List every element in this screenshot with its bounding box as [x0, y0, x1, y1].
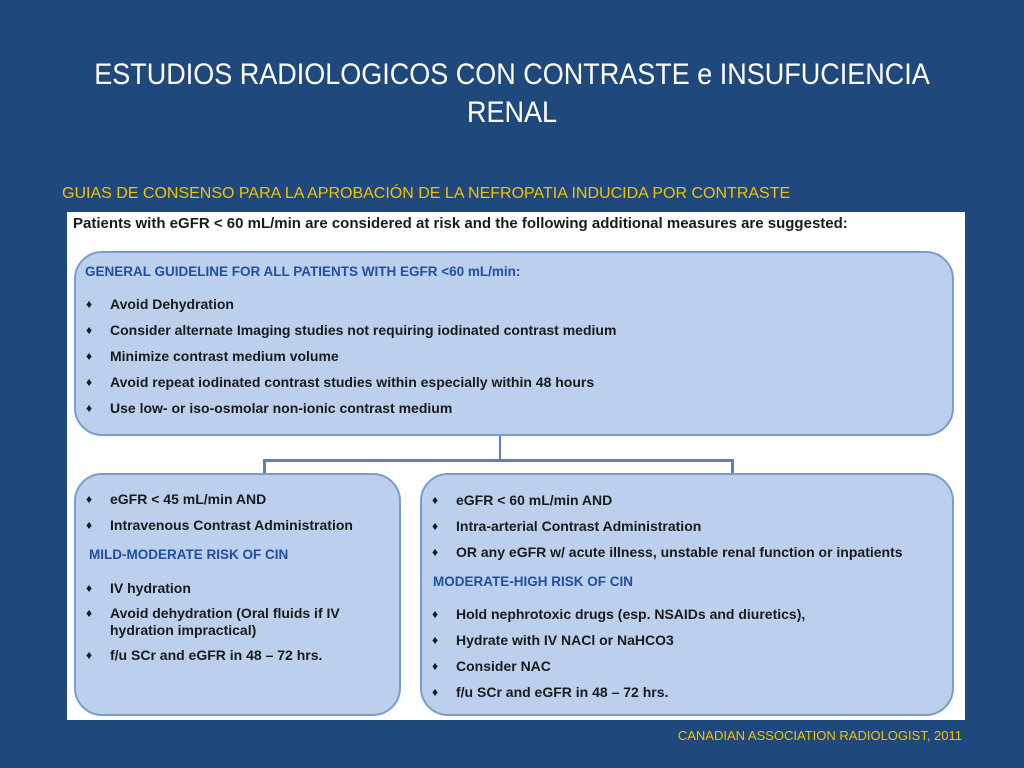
list-item — [80, 322, 940, 339]
diamond-bullet-icon: ♦ — [86, 648, 93, 662]
list-item-text: Intravenous Contrast Administration — [110, 517, 353, 533]
diagram-intro: Patients with eGFR < 60 mL/min are considered at risk and the following additional measures are suggested: — [73, 215, 848, 232]
list-item — [80, 296, 940, 313]
list-item — [426, 606, 946, 623]
diamond-bullet-icon: ♦ — [86, 518, 93, 532]
list-item — [426, 492, 946, 509]
list-item-text: f/u SCr and eGFR in 48 – 72 hrs. — [456, 684, 669, 700]
general-guideline-list — [80, 296, 940, 426]
list-item-text: Consider NAC — [456, 658, 551, 674]
diamond-bullet-icon: ♦ — [86, 606, 93, 620]
list-item — [426, 658, 946, 675]
mild-moderate-risk-heading: MILD-MODERATE RISK OF CIN — [89, 547, 289, 562]
diamond-bullet-icon: ♦ — [432, 607, 439, 621]
list-item-text: Minimize contrast medium volume — [110, 348, 339, 364]
list-item — [426, 632, 946, 649]
list-item-text: Hydrate with IV NACl or NaHCO3 — [456, 632, 674, 648]
moderate-high-risk-box — [420, 473, 954, 716]
list-item-text: Avoid repeat iodinated contrast studies within especially within 48 hours — [110, 374, 595, 390]
list-item-text: Hold nephrotoxic drugs (esp. NSAIDs and diuretics), — [456, 606, 806, 622]
connector-vertical-top — [499, 436, 501, 460]
moderate-high-risk-heading: MODERATE-HIGH RISK OF CIN — [433, 574, 633, 589]
list-item — [80, 348, 940, 365]
list-item-text: Consider alternate Imaging studies not requiring iodinated contrast medium — [110, 322, 617, 338]
diamond-bullet-icon: ♦ — [432, 659, 439, 673]
diamond-bullet-icon: ♦ — [86, 323, 93, 337]
slide-subtitle: GUIAS DE CONSENSO PARA LA APROBACIÓN DE LA NEFROPATIA INDUCIDA POR CONTRASTE — [62, 185, 791, 202]
diamond-bullet-icon: ♦ — [86, 401, 93, 415]
list-item-text: eGFR < 60 mL/min AND — [456, 492, 613, 508]
high-criteria-list — [426, 492, 946, 570]
diamond-bullet-icon: ♦ — [432, 519, 439, 533]
list-item-text: eGFR < 45 mL/min AND — [110, 491, 267, 507]
list-item — [426, 544, 946, 561]
list-item — [80, 517, 395, 534]
list-item-text: OR any eGFR w/ acute illness, unstable renal function or inpatients — [456, 544, 903, 560]
connector-horizontal — [263, 459, 734, 462]
list-item — [80, 400, 940, 417]
list-item-text: f/u SCr and eGFR in 48 – 72 hrs. — [110, 647, 323, 663]
diamond-bullet-icon: ♦ — [432, 493, 439, 507]
source-citation: CANADIAN ASSOCIATION RADIOLOGIST, 2011 — [677, 728, 962, 743]
diamond-bullet-icon: ♦ — [432, 685, 439, 699]
connector-left-drop — [263, 459, 266, 474]
mild-criteria-list — [80, 491, 395, 543]
list-item-text: IV hydration — [110, 580, 191, 596]
list-item — [80, 605, 380, 639]
connector-right-drop — [731, 459, 734, 474]
list-item-text: Use low- or iso-osmolar non-ionic contrast medium — [110, 400, 453, 416]
high-measures-list — [426, 606, 946, 710]
list-item — [426, 684, 946, 701]
mild-measures-list — [80, 580, 380, 672]
diamond-bullet-icon: ♦ — [86, 375, 93, 389]
list-item — [80, 580, 380, 597]
list-item-text: Avoid Dehydration — [110, 296, 234, 312]
general-guideline-box — [74, 251, 954, 436]
slide-title: ESTUDIOS RADIOLOGICOS CON CONTRASTE e INSUFUCIENCIA RENAL — [94, 58, 930, 129]
list-item — [80, 491, 395, 508]
diamond-bullet-icon: ♦ — [432, 545, 439, 559]
general-guideline-heading: GENERAL GUIDELINE FOR ALL PATIENTS WITH EGFR <60 mL/min: — [85, 264, 521, 279]
mild-moderate-risk-box — [74, 473, 401, 716]
list-item — [80, 647, 380, 664]
diamond-bullet-icon: ♦ — [86, 492, 93, 506]
diamond-bullet-icon: ♦ — [86, 297, 93, 311]
guideline-diagram — [67, 212, 965, 720]
list-item-text: Intra-arterial Contrast Administration — [456, 518, 702, 534]
list-item — [80, 374, 940, 391]
list-item-text: Avoid dehydration (Oral fluids if IV hydration impractical) — [110, 605, 340, 638]
list-item — [426, 518, 946, 535]
diamond-bullet-icon: ♦ — [86, 581, 93, 595]
diamond-bullet-icon: ♦ — [86, 349, 93, 363]
diamond-bullet-icon: ♦ — [432, 633, 439, 647]
